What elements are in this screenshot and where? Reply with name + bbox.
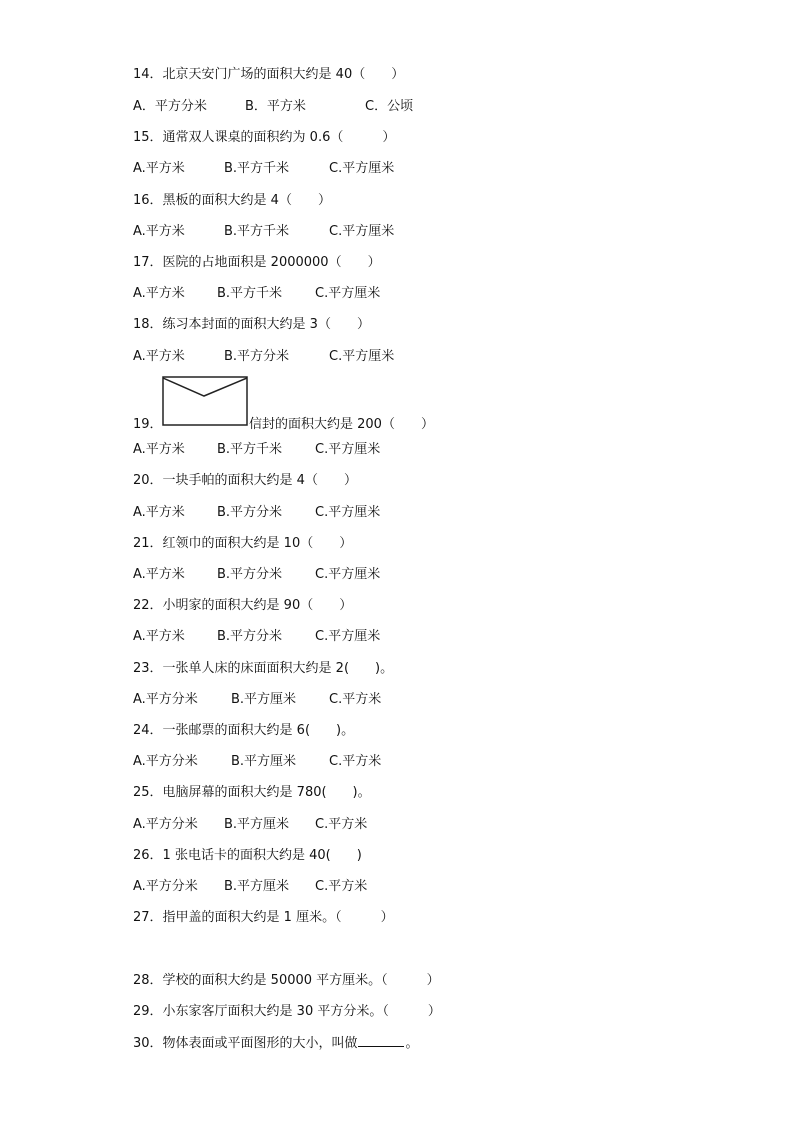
q18-option-a: A.平方米 (133, 349, 185, 364)
question-30-text: 30．物体表面或平面图形的大小，叫做 (133, 1036, 358, 1051)
question-22: 22．小明家的面积大约是 90（ ） (133, 598, 353, 613)
q14-option-c: C．公顷 (365, 99, 414, 114)
question-20: 20．一块手帕的面积大约是 4（ ） (133, 473, 357, 488)
q20-option-a: A.平方米 (133, 505, 185, 520)
q15-option-a: A.平方米 (133, 161, 185, 176)
q19-option-c: C.平方厘米 (315, 442, 381, 457)
q14-option-b: B．平方米 (245, 99, 306, 114)
q16-option-b: B.平方千米 (224, 224, 290, 239)
q25-option-b: B.平方厘米 (224, 817, 290, 832)
answer-blank[interactable] (358, 1034, 404, 1047)
question-17: 17．医院的占地面积是 2000000（ ） (133, 255, 381, 270)
question-27: 27．指甲盖的面积大约是 1 厘米。（ ） (133, 910, 394, 925)
q23-option-b: B.平方厘米 (231, 692, 297, 707)
question-15: 15．通常双人课桌的面积约为 0.6（ ） (133, 130, 396, 145)
question-23: 23．一张单人床的床面面积大约是 2( )。 (133, 661, 394, 676)
q23-option-c: C.平方米 (329, 692, 382, 707)
question-26: 26．1 张电话卡的面积大约是 40( ) (133, 848, 362, 863)
q16-option-a: A.平方米 (133, 224, 185, 239)
q21-option-c: C.平方厘米 (315, 567, 381, 582)
q17-option-a: A.平方米 (133, 286, 185, 301)
question-21: 21．红领巾的面积大约是 10（ ） (133, 536, 353, 551)
question-19: 信封的面积大约是 200（ ） (249, 417, 434, 432)
q20-option-c: C.平方厘米 (315, 505, 381, 520)
q17-option-b: B.平方千米 (217, 286, 283, 301)
question-18: 18．练习本封面的面积大约是 3（ ） (133, 317, 370, 332)
q16-option-c: C.平方厘米 (329, 224, 395, 239)
q26-option-a: A.平方分米 (133, 879, 198, 894)
q14-option-a: A．平方分米 (133, 99, 207, 114)
q18-option-b: B.平方分米 (224, 349, 290, 364)
question-30-end: 。 (405, 1036, 419, 1051)
q19-option-b: B.平方千米 (217, 442, 283, 457)
q24-option-b: B.平方厘米 (231, 754, 297, 769)
q17-option-c: C.平方厘米 (315, 286, 381, 301)
q23-option-a: A.平方分米 (133, 692, 198, 707)
q25-option-a: A.平方分米 (133, 817, 198, 832)
q22-option-a: A.平方米 (133, 629, 185, 644)
q15-option-c: C.平方厘米 (329, 161, 395, 176)
q19-option-a: A.平方米 (133, 442, 185, 457)
q24-option-c: C.平方米 (329, 754, 382, 769)
q21-option-a: A.平方米 (133, 567, 185, 582)
q26-option-b: B.平方厘米 (224, 879, 290, 894)
q18-option-c: C.平方厘米 (329, 349, 395, 364)
q21-option-b: B.平方分米 (217, 567, 283, 582)
q24-option-a: A.平方分米 (133, 754, 198, 769)
q15-option-b: B.平方千米 (224, 161, 290, 176)
q26-option-c: C.平方米 (315, 879, 368, 894)
question-25: 25．电脑屏幕的面积大约是 780( )。 (133, 785, 371, 800)
question-28: 28．学校的面积大约是 50000 平方厘米。（ ） (133, 973, 440, 988)
q20-option-b: B.平方分米 (217, 505, 283, 520)
question-29: 29．小东家客厅面积大约是 30 平方分米。（ ） (133, 1004, 441, 1019)
q22-option-c: C.平方厘米 (315, 629, 381, 644)
question-30 (133, 1034, 419, 1053)
question-14: 14．北京天安门广场的面积大约是 40（ ） (133, 67, 405, 82)
q22-option-b: B.平方分米 (217, 629, 283, 644)
question-24: 24．一张邮票的面积大约是 6( )。 (133, 723, 355, 738)
question-16: 16．黑板的面积大约是 4（ ） (133, 193, 331, 208)
envelope-image (162, 376, 248, 426)
q25-option-c: C.平方米 (315, 817, 368, 832)
question-19-number: 19． (133, 417, 163, 432)
